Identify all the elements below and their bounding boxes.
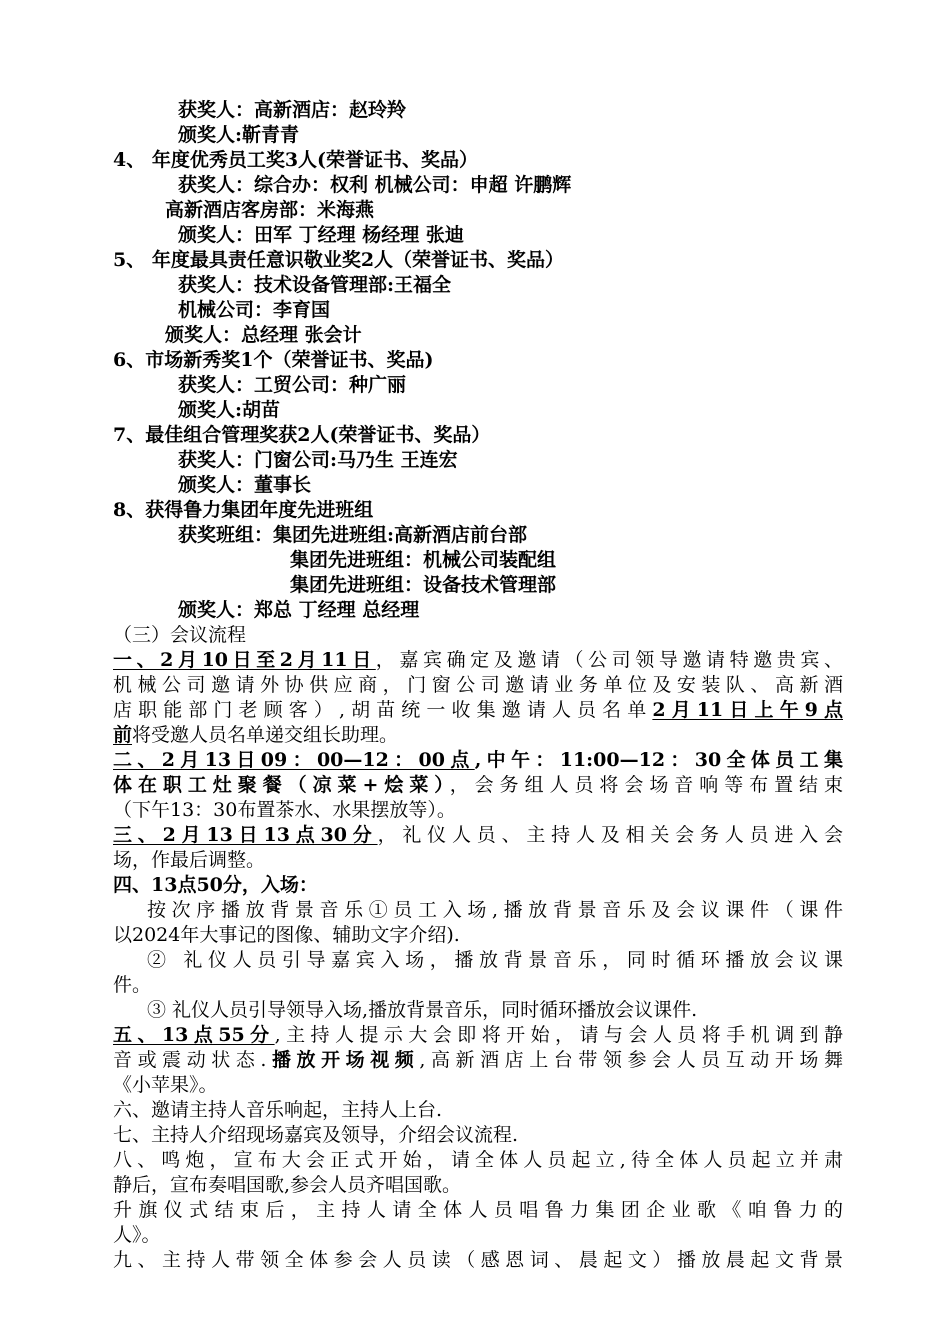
- text-run: ，礼仪人员、主持人及相关会务人员进入会: [377, 824, 843, 846]
- text-run: ③ 礼仪人员引导领导入场,播放背景音乐，同时循环播放会议课件.: [147, 999, 698, 1021]
- text-line: [147, 998, 843, 1023]
- text-run: 7、最佳组合管理奖获2人(荣誉证书、奖品）: [113, 424, 491, 446]
- text-line: [113, 1073, 843, 1098]
- text-line: [113, 623, 843, 648]
- text-run: 静后，宣布奏唱国歌,参会人员齐唱国歌。: [113, 1174, 462, 1196]
- text-line: [178, 523, 843, 548]
- text-line: [178, 473, 843, 498]
- text-line: [178, 373, 843, 398]
- text-run: 将受邀人员名单递交组长助理。: [132, 724, 399, 746]
- text-run: ,高新酒店上台带领参会人员互动开场舞: [419, 1049, 843, 1071]
- text-run: 8、获得鲁力集团年度先进班组: [113, 499, 374, 521]
- text-run: 颁奖人：总经理 张会计: [165, 324, 362, 346]
- text-run: 《小苹果》。: [113, 1074, 218, 1096]
- text-line: [113, 723, 843, 748]
- text-run: 四、13点50分，入场：: [113, 874, 318, 896]
- text-run: 机械公司：李育国: [178, 299, 331, 321]
- text-line: [113, 1098, 843, 1123]
- text-line: [113, 798, 843, 823]
- text-line: [113, 1148, 843, 1173]
- text-run: 颁奖人：郑总 丁经理 总经理: [178, 599, 420, 621]
- text-line: [113, 1048, 843, 1073]
- text-run: 播放开场视频: [266, 1049, 420, 1071]
- text-run: 三、2月13日13点30分: [113, 824, 378, 846]
- text-run: 获奖人：技术设备管理部:王福全: [178, 274, 452, 296]
- text-run: 九、主持人带领全体参会人员读（感恩词、晨起文）播放晨起文背景: [113, 1249, 843, 1271]
- text-run: ② 礼仪人员引导嘉宾入场，播放背景音乐，同时循环播放会议课: [147, 949, 843, 971]
- text-line: [165, 198, 843, 223]
- text-line: [178, 398, 843, 423]
- text-run: 6、市场新秀奖1个（荣誉证书、奖品): [113, 349, 434, 371]
- text-line: [113, 1248, 843, 1273]
- text-line: [113, 1198, 843, 1223]
- text-run: 颁奖人:胡苗: [178, 399, 281, 421]
- text-line: [113, 648, 843, 673]
- text-line: [113, 973, 843, 998]
- text-line: [113, 773, 843, 798]
- text-run: ,主持人提示大会即将开始，请与会人员将手机调到静: [274, 1024, 843, 1046]
- text-run: 2月11日上午9点: [652, 699, 843, 721]
- text-line: [113, 1223, 843, 1248]
- text-run: 集团先进班组：机械公司装配组: [290, 549, 557, 571]
- text-run: （下午13：30布置茶水、水果摆放等）。: [113, 799, 456, 821]
- text-line: [113, 423, 843, 448]
- text-line: [178, 173, 843, 198]
- text-run: 高新酒店客房部：米海燕: [165, 199, 375, 221]
- text-run: 5、 年度最具责任意识敬业奖2人（荣誉证书、奖品）: [113, 249, 565, 271]
- text-line: [113, 348, 843, 373]
- text-run: 前: [113, 724, 133, 746]
- text-line: [165, 323, 843, 348]
- text-run: 获奖班组：集团先进班组:高新酒店前台部: [178, 524, 528, 546]
- text-run: 人》。: [113, 1224, 161, 1246]
- text-run: 件。: [113, 974, 152, 996]
- text-run: ，会务组人员将会场音响等布置结束: [449, 774, 843, 796]
- text-run: 颁奖人：田军 丁经理 杨经理 张迪: [178, 224, 464, 246]
- text-line: [178, 598, 843, 623]
- text-run: 音或震动状态.: [113, 1049, 267, 1071]
- text-line: [113, 1123, 843, 1148]
- text-run: 获奖人：工贸公司：种广丽: [178, 374, 407, 396]
- text-line: [113, 923, 843, 948]
- text-run: ,中午：11:00—12：30全体员工集: [474, 749, 843, 771]
- text-run: 六、邀请主持人音乐响起，主持人上台.: [113, 1099, 443, 1121]
- text-line: [290, 573, 843, 598]
- text-run: 按次序播放背景音乐①员工入场,播放背景音乐及会议课件（课件: [147, 899, 843, 921]
- text-run: 4、 年度优秀员工奖3人(荣誉证书、奖品）: [113, 149, 479, 171]
- text-line: [178, 98, 843, 123]
- text-line: [113, 698, 843, 723]
- text-line: [178, 298, 843, 323]
- text-line: [113, 148, 843, 173]
- text-run: 以2024年大事记的图像、辅助文字介绍).: [113, 924, 460, 946]
- text-line: [178, 448, 843, 473]
- text-line: [113, 748, 843, 773]
- text-run: 八、鸣炮，宣布大会正式开始，请全体人员起立,待全体人员起立并肃: [113, 1149, 843, 1171]
- text-run: 颁奖人：董事长: [178, 474, 312, 496]
- text-run: 一、2月10日至2月11日: [113, 649, 376, 671]
- text-run: 获奖人：门窗公司:马乃生 王连宏: [178, 449, 458, 471]
- text-line: [147, 948, 843, 973]
- text-line: [113, 873, 843, 898]
- text-line: [113, 498, 843, 523]
- text-run: 店职能部门老顾客）,胡苗统一收集邀请人员名单: [113, 699, 653, 721]
- text-run: 升旗仪式结束后，主持人请全体人员唱鲁力集团企业歌《咱鲁力的: [113, 1199, 843, 1221]
- text-run: 机械公司邀请外协供应商，门窗公司邀请业务单位及安装队、高新酒: [113, 674, 843, 696]
- text-run: 集团先进班组：设备技术管理部: [290, 574, 557, 596]
- text-run: 七、主持人介绍现场嘉宾及领导，介绍会议流程.: [113, 1124, 519, 1146]
- text-run: ，嘉宾确定及邀请（公司领导邀请特邀贵宾、: [375, 649, 843, 671]
- text-line: [178, 273, 843, 298]
- text-run: 场，作最后调整。: [113, 849, 266, 871]
- text-run: 获奖人：高新酒店：赵玲羚: [178, 99, 407, 121]
- text-line: [113, 248, 843, 273]
- text-line: [290, 548, 843, 573]
- text-line: [113, 823, 843, 848]
- text-run: 颁奖人:靳青青: [178, 124, 300, 146]
- text-run: 体在职工灶聚餐（凉菜+烩菜）: [113, 774, 450, 796]
- text-line: [113, 1173, 843, 1198]
- text-run: 五、13点55分: [113, 1024, 275, 1046]
- text-line: [113, 673, 843, 698]
- text-line: [113, 1023, 843, 1048]
- text-run: 获奖人：综合办：权利 机械公司：申超 许鹏辉: [178, 174, 572, 196]
- text-run: （三）会议流程: [113, 624, 247, 646]
- text-line: [113, 848, 843, 873]
- text-line: [178, 223, 843, 248]
- text-line: [147, 898, 843, 923]
- text-run: 二、2月13日09：00—12：00点: [113, 749, 475, 771]
- text-line: [178, 123, 843, 148]
